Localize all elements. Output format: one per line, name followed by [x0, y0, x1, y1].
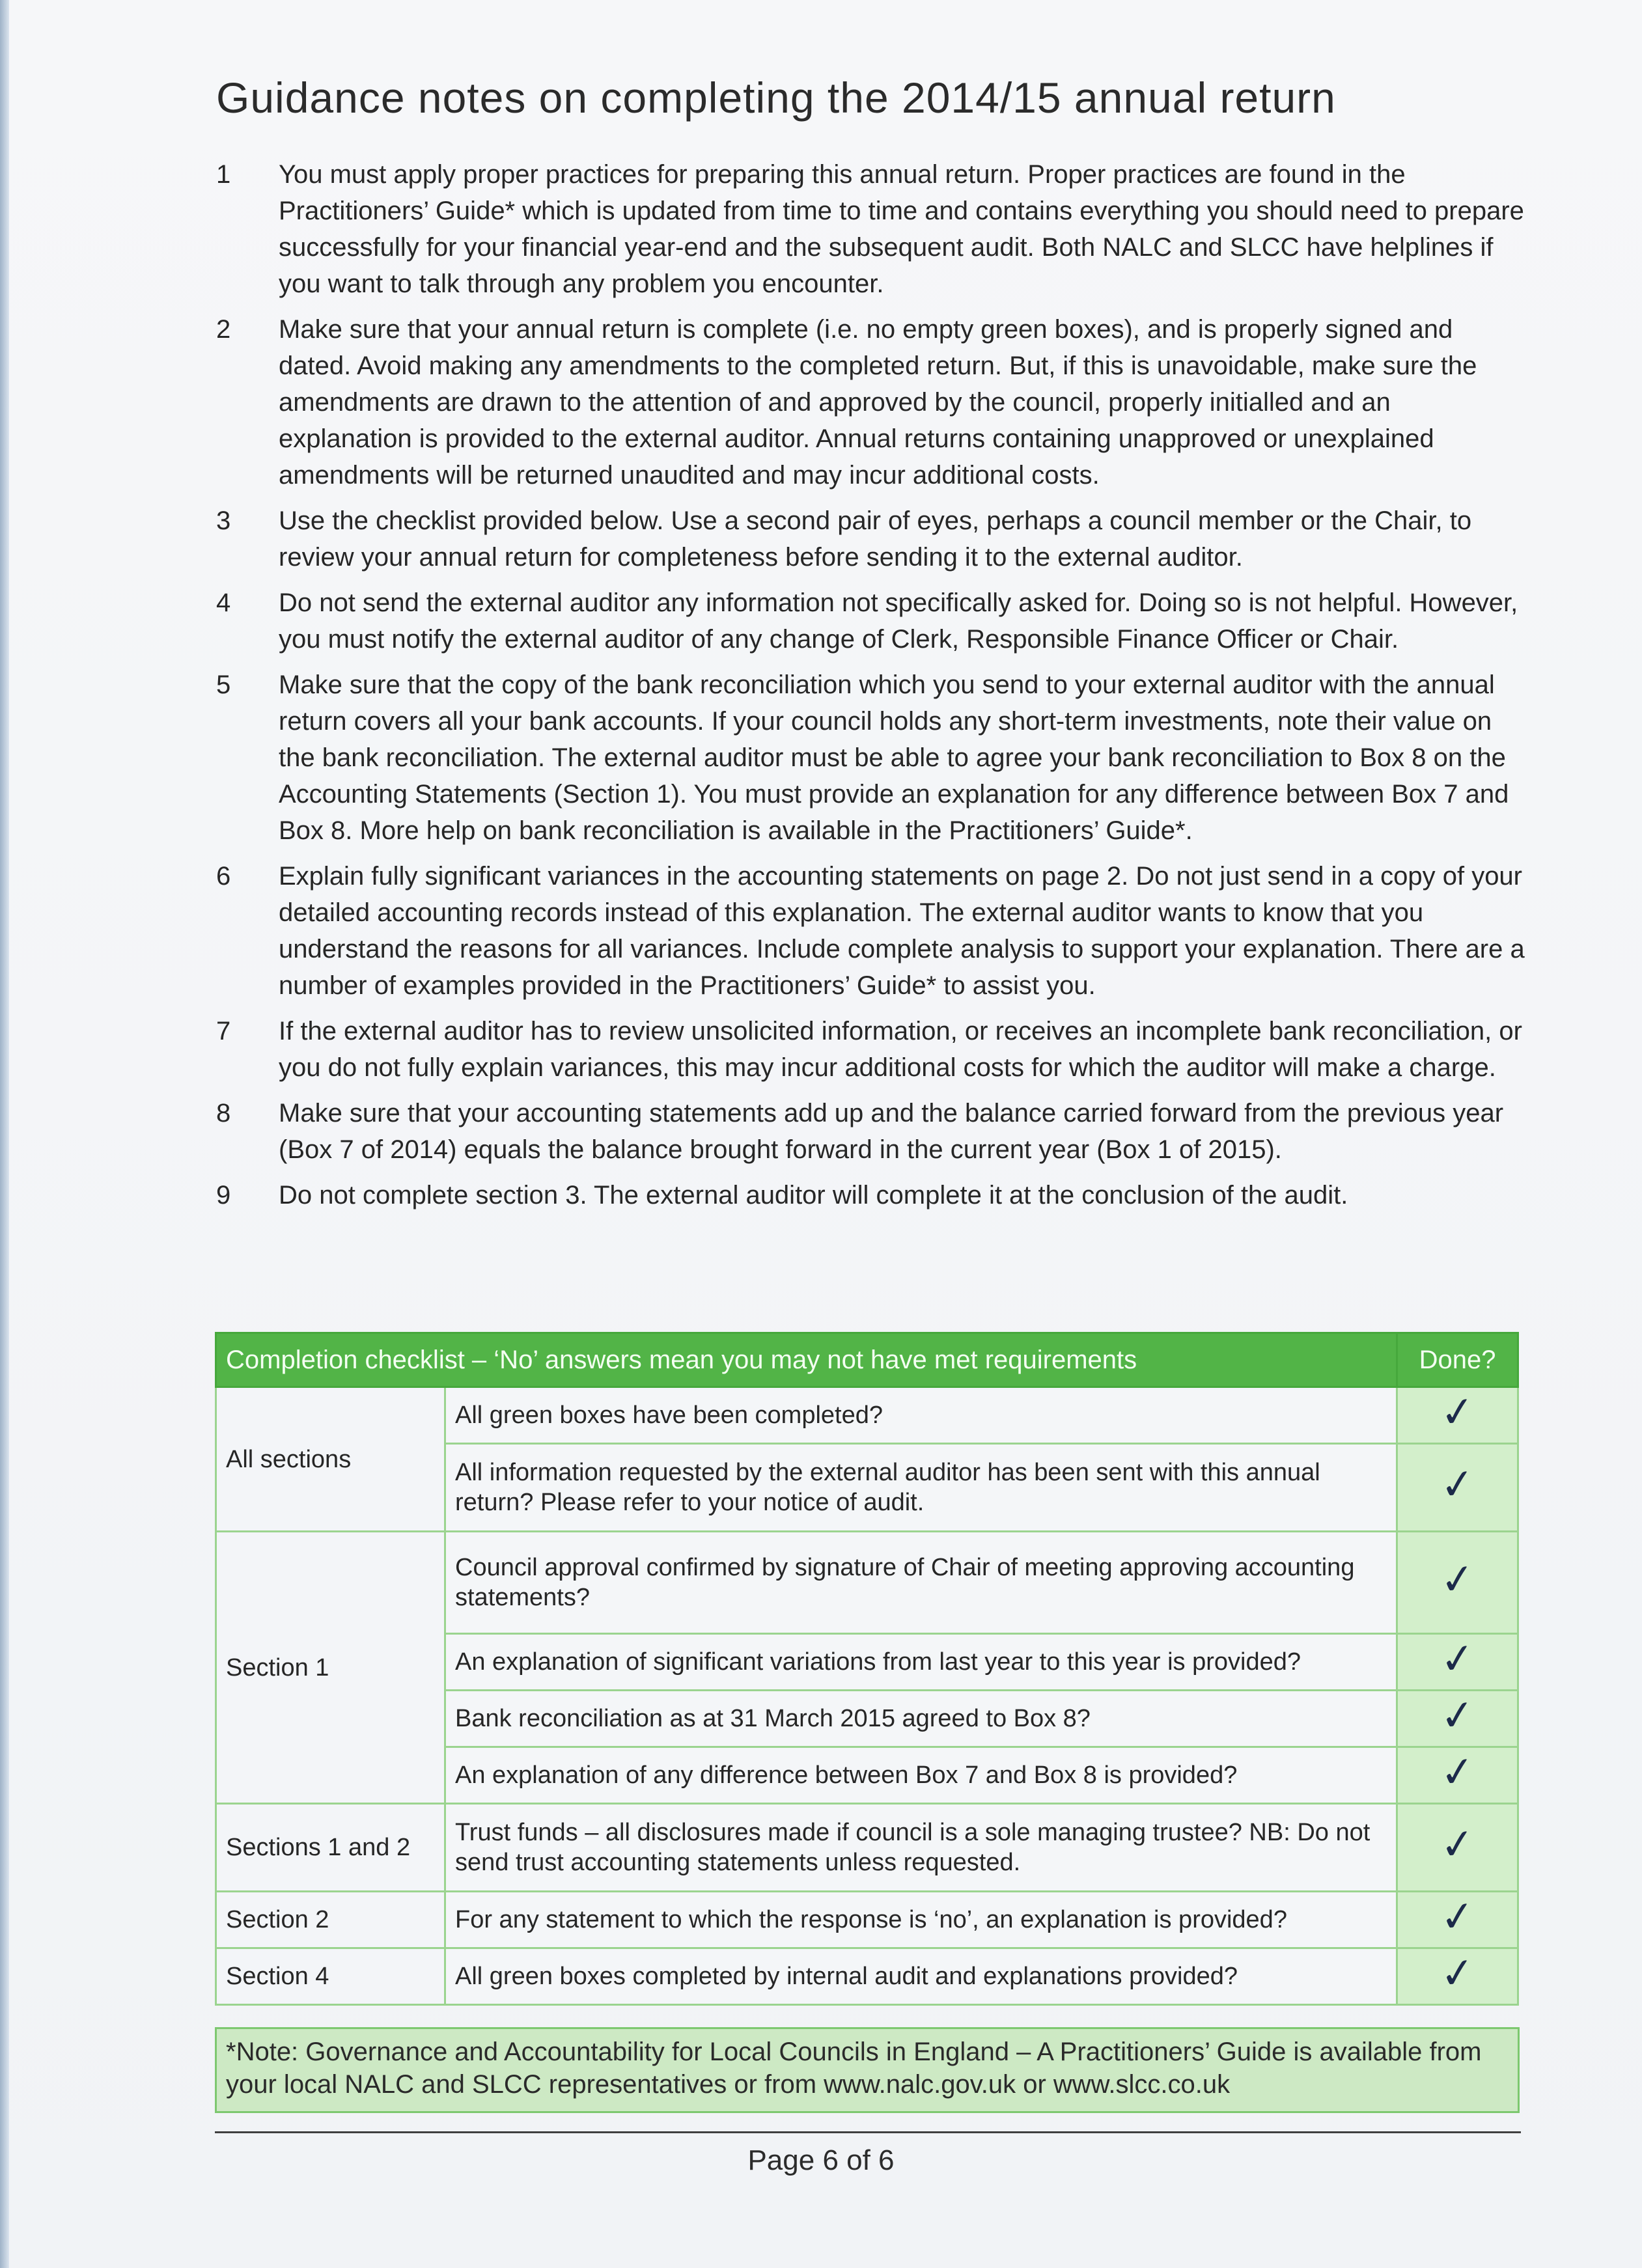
tick-mark-icon: ✓ — [1437, 1633, 1478, 1685]
section-label: All sections — [216, 1387, 445, 1532]
checklist-row — [216, 1948, 1518, 2005]
checklist-item: Council approval confirmed by signature of Chair of meeting approving accounting statements? — [445, 1532, 1397, 1634]
note-text: Do not complete section 3. The external auditor will complete it at the conclusion of the audit. — [279, 1181, 1348, 1210]
done-cell — [1397, 1444, 1518, 1532]
note-text: Make sure that your accounting statements add up and the balance carried forward from the previous year (Box 7 of 2014) equals the balance brought forward in the current year (Box 1 of 2015). — [279, 1099, 1504, 1164]
tick-mark-icon: ✓ — [1437, 1386, 1478, 1439]
note-number: 7 — [216, 1017, 231, 1045]
completion-checklist — [215, 1332, 1519, 2006]
done-cell — [1397, 1634, 1518, 1691]
note-number: 2 — [216, 315, 231, 344]
checklist-item: For any statement to which the response is ‘no’, an explanation is provided? — [445, 1892, 1397, 1948]
practitioners-guide-note: *Note: Governance and Accountability for Local Councils in England – A Practitioners’ Guide is available from your local NALC and SLCC representatives or from www.nalc.gov.uk or www.slcc.co.uk — [215, 2027, 1520, 2113]
page-title: Guidance notes on completing the 2014/15 annual return — [216, 74, 1336, 122]
note-text: Do not send the external auditor any information not specifically asked for. Doing so is not helpful. However, you must notify the external auditor of any change of Clerk, Responsible Finance Officer or Chair. — [279, 588, 1518, 654]
done-cell — [1397, 1691, 1518, 1747]
section-label: Section 1 — [216, 1532, 445, 1804]
done-header: Done? — [1397, 1333, 1518, 1387]
section-label: Sections 1 and 2 — [216, 1804, 445, 1892]
note-item — [216, 585, 1525, 657]
note-item — [216, 156, 1525, 302]
note-number: 9 — [216, 1181, 231, 1210]
done-cell — [1397, 1747, 1518, 1804]
note-number: 5 — [216, 671, 231, 699]
done-cell — [1397, 1892, 1518, 1948]
checklist-row — [216, 1804, 1518, 1892]
checklist-header-row — [216, 1333, 1518, 1387]
checklist-item: All information requested by the external auditor has been sent with this annual return? Please refer to your notice of audit. — [445, 1444, 1397, 1532]
note-number: 4 — [216, 588, 231, 617]
note-text: Make sure that your annual return is complete (i.e. no empty green boxes), and is properly signed and dated. Avoid making any amendments to the completed return. But, if this is unavoidable, make sure the amendments are drawn to the attention of and approved by the council, properly initialled and an explanation is provided to the external auditor. Annual returns containing unapproved or unexplained amendments will be returned unaudited and may incur additional costs. — [279, 315, 1477, 490]
checklist-item: Trust funds – all disclosures made if council is a sole managing trustee? NB: Do not send trust accounting statements unless requested. — [445, 1804, 1397, 1892]
tick-mark-icon: ✓ — [1437, 1458, 1478, 1511]
checklist-item: An explanation of any difference between Box 7 and Box 8 is provided? — [445, 1747, 1397, 1804]
done-cell — [1397, 1948, 1518, 2005]
note-item — [216, 1013, 1525, 1086]
note-item — [216, 503, 1525, 575]
page-number: Page 6 of 6 — [747, 2144, 895, 2176]
footer-rule — [215, 2131, 1521, 2133]
checklist-item: Bank reconciliation as at 31 March 2015 agreed to Box 8? — [445, 1691, 1397, 1747]
note-number: 8 — [216, 1099, 231, 1127]
section-label: Section 4 — [216, 1948, 445, 2005]
note-text: Explain fully significant variances in the accounting statements on page 2. Do not just send in a copy of your detailed accounting records instead of this explanation. The external auditor wants to know that you understand the reasons for all variances. Include complete analysis to support your explanation. There are a number of examples provided in the Practitioners’ Guide* to assist you. — [279, 862, 1525, 1000]
note-item — [216, 311, 1525, 493]
checklist-header: Completion checklist – ‘No’ answers mean you may not have met requirements — [216, 1333, 1397, 1387]
checklist-item: All green boxes completed by internal audit and explanations provided? — [445, 1948, 1397, 2005]
tick-mark-icon: ✓ — [1437, 1890, 1478, 1943]
checklist-row — [216, 1892, 1518, 1948]
done-cell — [1397, 1804, 1518, 1892]
tick-mark-icon: ✓ — [1437, 1818, 1478, 1871]
tick-mark-icon: ✓ — [1437, 1947, 1478, 2000]
note-item — [216, 858, 1525, 1004]
note-number: 3 — [216, 506, 231, 535]
tick-mark-icon: ✓ — [1437, 1553, 1478, 1606]
done-cell — [1397, 1387, 1518, 1444]
page-edge — [0, 0, 9, 2268]
note-item — [216, 1095, 1525, 1168]
note-number: 6 — [216, 862, 231, 891]
tick-mark-icon: ✓ — [1437, 1689, 1478, 1742]
note-text: Make sure that the copy of the bank reconciliation which you send to your external auditor with the annual return covers all your bank accounts. If your council holds any short-term investments, note their value on the bank reconciliation. The external auditor must be able to agree your bank reconciliation to Box 8 on the Accounting Statements (Section 1). You must provide an explanation for any difference between Box 7 and Box 8. More help on bank reconciliation is available in the Practitioners’ Guide*. — [279, 671, 1509, 845]
checklist-row — [216, 1532, 1518, 1634]
note-item — [216, 1177, 1525, 1213]
checklist-row — [216, 1387, 1518, 1444]
section-label: Section 2 — [216, 1892, 445, 1948]
note-text: Use the checklist provided below. Use a second pair of eyes, perhaps a council member or the Chair, to review your annual return for completeness before sending it to the external auditor. — [279, 506, 1472, 572]
note-text: If the external auditor has to review unsolicited information, or receives an incomplete bank reconciliation, or you do not fully explain variances, this may incur additional costs for which the auditor will make a charge. — [279, 1017, 1522, 1082]
guidance-notes — [216, 156, 1525, 1223]
note-number: 1 — [216, 160, 231, 189]
checklist-item: All green boxes have been completed? — [445, 1387, 1397, 1444]
tick-mark-icon: ✓ — [1437, 1746, 1478, 1799]
note-item — [216, 667, 1525, 849]
done-cell — [1397, 1532, 1518, 1634]
note-text: You must apply proper practices for preparing this annual return. Proper practices are found in the Practitioners’ Guide* which is updated from time to time and contains everything you should need to prepare successfully for your financial year-end and the subsequent audit. Both NALC and SLCC have helplines if you want to talk through any problem you encounter. — [279, 160, 1524, 298]
checklist-item: An explanation of significant variations from last year to this year is provided? — [445, 1634, 1397, 1691]
